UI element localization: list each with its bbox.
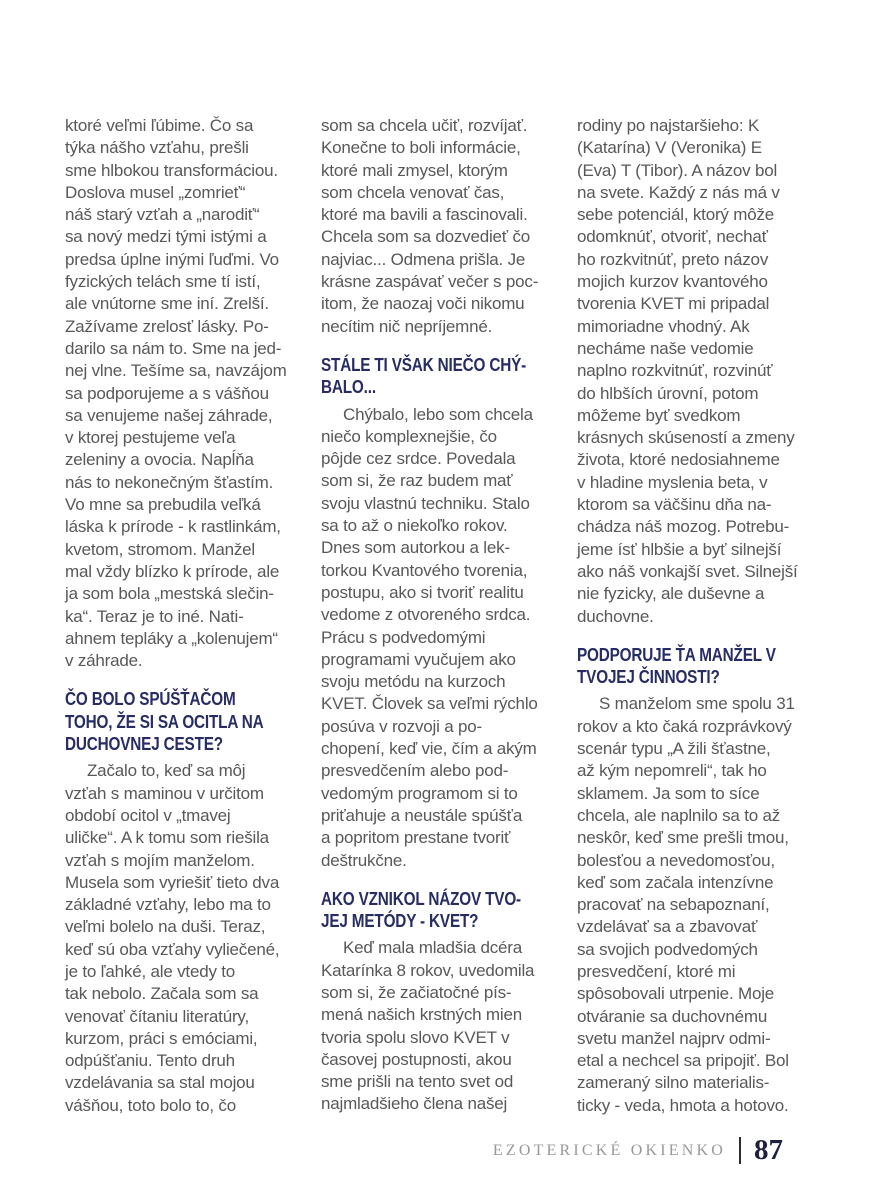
text-line: života, ktoré nedosiahneme <box>577 450 780 470</box>
article-columns <box>65 115 813 1117</box>
text-line: ale vnútorne sme iní. Zrelší. <box>65 294 269 314</box>
text-line: presvedčením alebo pod- <box>321 761 509 781</box>
text-line: kurzom, práci s emóciami, <box>65 1028 258 1048</box>
paragraph <box>321 937 557 1115</box>
text-line: (Eva) T (Tibor). A názov bol <box>577 160 778 180</box>
text-line: sa venujeme našej záhrade, <box>65 405 273 425</box>
text-line: predsa úplne inými ľuďmi. Vo <box>65 249 279 269</box>
text-line: (Katarína) V (Veronika) E <box>577 138 762 158</box>
text-line: v záhrade. <box>65 651 143 671</box>
text-line: Katarínka 8 rokov, uvedomila <box>321 960 535 980</box>
text-line: zeleniny a ovocia. Napĺňa <box>65 450 254 470</box>
text-line: môžeme byť svedkom <box>577 405 741 425</box>
text-line: ako náš vonkajší svet. Silnejší <box>577 561 798 581</box>
text-line: základné vzťahy, lebo ma to <box>65 895 271 915</box>
text-line: Musela som vyriešiť tieto dva <box>65 872 280 892</box>
text-line: scenár typu „A žili šťastne, <box>577 739 771 759</box>
text-line: som si, že raz budem mať <box>321 471 513 491</box>
text-line: vzdelávania sa stal mojou <box>65 1073 255 1093</box>
text-line: sebe potenciál, ktorý môže <box>577 205 775 225</box>
text-line: najmladšieho člena našej <box>321 1094 508 1114</box>
text-line: tvoria spolu slovo KVET v <box>321 1027 510 1047</box>
text-line: ktoré ma bavili a fascinovali. <box>321 205 528 225</box>
text-line: zameraný silno materialis- <box>577 1073 770 1093</box>
text-line: svoju metódu na kurzoch <box>321 672 506 692</box>
text-line: je to ľahké, ale vtedy to <box>65 961 236 981</box>
paragraph <box>321 404 557 872</box>
text-line: sa nový medzi tými istými a <box>65 227 267 247</box>
section-heading <box>65 688 301 755</box>
text-line: som si, že začiatočné pís- <box>321 982 512 1002</box>
text-line: tvorenia KVET mi pripadal <box>577 294 770 314</box>
text-line: láska k prírode - k rastlinkám, <box>65 517 281 537</box>
text-line: sme hlbokou transformáciou. <box>65 160 278 180</box>
text-line: nás to nekonečným šťastím. <box>65 472 274 492</box>
heading-line: ČO BOLO SPÚŠŤAČOM <box>65 689 236 710</box>
text-line: necháme naše vedomie <box>577 338 754 358</box>
text-line: presvedčení, ktoré mi <box>577 961 736 981</box>
text-line: do hlbších úrovní, potom <box>577 383 759 403</box>
text-line: uličke“. A k tomu som riešila <box>65 828 269 848</box>
text-line: pôjde cez srdce. Povedala <box>321 449 516 469</box>
text-line: vzťah s maminou v určitom <box>65 783 264 803</box>
text-line: ticky - veda, hmota a hotovo. <box>577 1095 789 1115</box>
text-line: odpúšťaniu. Tento druh <box>65 1051 235 1071</box>
text-line: keď som začala intenzívne <box>577 872 774 892</box>
paragraph <box>577 115 813 628</box>
section-heading <box>321 888 557 933</box>
text-line: torkou Kvantového tvorenia, <box>321 560 528 580</box>
text-line: Prácu s podvedomými <box>321 627 486 647</box>
text-line: svoju vlastnú techniku. Stalo <box>321 493 530 513</box>
text-line: itom, že naozaj voči nikomu <box>321 294 525 314</box>
text-line: ja som bola „mestská slečin- <box>65 584 274 604</box>
text-line: ktoré mali zmysel, ktorým <box>321 160 508 180</box>
text-line: najviac... Odmena prišla. Je <box>321 249 526 269</box>
text-line: Dnes som autorkou a lek- <box>321 538 510 558</box>
text-line: sklamem. Ja som to síce <box>577 783 760 803</box>
text-line: odomknúť, otvoriť, nechať <box>577 227 768 247</box>
text-line: sa svojich podvedomých <box>577 939 758 959</box>
text-line: sme prišli na tento svet od <box>321 1072 514 1092</box>
text-line: krásnych skúseností a zmeny <box>577 428 795 448</box>
text-line: nie fyzicky, ale duševne a <box>577 584 765 604</box>
text-line: ktorom sa väčšinu dňa na- <box>577 495 772 515</box>
heading-line: DUCHOVNEJ CESTE? <box>65 734 223 755</box>
text-line: mal vždy blízko k prírode, ale <box>65 561 280 581</box>
text-line: rodiny po najstaršieho: K <box>577 116 760 135</box>
column-1 <box>65 115 301 1117</box>
text-line: ka“. Teraz je to iné. Nati- <box>65 606 244 626</box>
text-line: som chcela venovať čas, <box>321 182 505 202</box>
text-line: týka nášho vzťahu, prešli <box>65 138 249 158</box>
text-line: darilo sa nám to. Sme na jed- <box>65 338 282 358</box>
heading-line: STÁLE TI VŠAK NIEČO CHÝ- <box>321 354 527 375</box>
text-line: S manželom sme spolu 31 <box>599 694 795 714</box>
text-line: časovej postupnosti, akou <box>321 1049 512 1069</box>
text-line: KVET. Človek sa veľmi rýchlo <box>321 694 538 714</box>
text-line: deštrukčne. <box>321 850 407 870</box>
text-line: etal a nechcel sa pripojiť. Bol <box>577 1051 789 1071</box>
text-line: mojich kurzov kvantového <box>577 272 768 292</box>
text-line: v hladine myslenia beta, v <box>577 472 768 492</box>
text-line: vedome z otvoreného srdca. <box>321 605 531 625</box>
text-line: tak nebolo. Začala som sa <box>65 984 259 1004</box>
page-footer <box>493 1136 783 1165</box>
text-line: krásne zaspávať večer s poc- <box>321 272 539 292</box>
heading-line: TVOJEJ ČINNOSTI? <box>577 667 720 688</box>
text-line: niečo komplexnejšie, čo <box>321 426 497 446</box>
text-line: programami vyučujem ako <box>321 649 516 669</box>
heading-line: TOHO, ŽE SI SA OCITLA NA <box>65 711 264 732</box>
text-line: na svete. Každý z nás má v <box>577 182 780 202</box>
text-line: priťahuje a neustále spúšťa <box>321 805 523 825</box>
section-label: EZOTERICKÉ OKIENKO <box>492 1141 726 1159</box>
text-line: nej vlne. Tešíme sa, navzájom <box>65 361 287 381</box>
text-line: sa to až o niekoľko rokov. <box>321 516 508 536</box>
text-line: bolesťou a nevedomosťou, <box>577 850 775 870</box>
text-line: vzťah s mojím manželom. <box>65 850 255 870</box>
text-line: chádza náš mozog. Potrebu- <box>577 517 790 537</box>
text-line: veľmi bolelo na duši. Teraz, <box>65 917 266 937</box>
paragraph <box>65 115 301 672</box>
text-line: mená našich krstných mien <box>321 1005 522 1025</box>
text-line: spôsobovali utrpenie. Moje <box>577 984 775 1004</box>
text-line: Začalo to, keď sa môj <box>87 761 246 781</box>
text-line: v ktorej pestujeme veľa <box>65 428 236 448</box>
text-line: Doslova musel „zomrieť“ <box>65 182 246 202</box>
text-line: kvetom, stromom. Manžel <box>65 539 256 559</box>
page-number: 87 <box>754 1134 783 1166</box>
text-line: mimoriadne vhodný. Ak <box>577 316 750 336</box>
text-line: Chcela som sa dozvedieť čo <box>321 227 531 247</box>
text-line: postupu, ako si tvoriť realitu <box>321 582 524 602</box>
text-line: období ocitol v „tmavej <box>65 805 231 825</box>
paragraph <box>321 115 557 338</box>
text-line: neskôr, keď sme prešli tmou, <box>577 828 789 848</box>
text-line: vedomým programom si to <box>321 783 518 803</box>
text-line: chopení, keď vie, čím a akým <box>321 739 537 759</box>
heading-line: PODPORUJE ŤA MANŽEL V <box>577 644 776 665</box>
column-2 <box>321 115 557 1117</box>
text-line: duchovne. <box>577 606 654 626</box>
text-line: otváranie sa duchovnému <box>577 1006 768 1026</box>
text-line: venovať čítaniu literatúry, <box>65 1006 249 1026</box>
heading-line: JEJ METÓDY - KVET? <box>321 911 479 932</box>
text-line: som sa chcela učiť, rozvíjať. <box>321 116 528 135</box>
text-line: Chýbalo, lebo som chcela <box>343 404 533 424</box>
text-line: posúva v rozvoji a po- <box>321 716 482 736</box>
text-line: necítim nič nepríjemné. <box>321 316 493 336</box>
text-line: fyzických telách sme tí istí, <box>65 272 261 292</box>
text-line: Keď mala mladšia dcéra <box>343 938 522 958</box>
text-line: Konečne to boli informácie, <box>321 138 521 158</box>
text-line: pracovať na sebapoznaní, <box>577 895 770 915</box>
text-line: naplno rozkvitnúť, rozvinúť <box>577 361 773 381</box>
text-line: ahnem tepláky a „kolenujem“ <box>65 628 278 648</box>
text-line: Zažívame zrelosť lásky. Po- <box>65 316 269 336</box>
text-line: Vo mne sa prebudila veľká <box>65 495 261 515</box>
text-line: a popritom prestane tvoriť <box>321 828 511 848</box>
text-line: ho rozkvitnúť, preto názov <box>577 249 769 269</box>
heading-line: BALO... <box>321 377 376 398</box>
paragraph <box>65 760 301 1117</box>
text-line: svetu manžel najprv odmi- <box>577 1028 771 1048</box>
text-line: vzdelávať sa a zbavovať <box>577 917 758 937</box>
footer-divider <box>739 1137 741 1164</box>
text-line: rokov a kto čaká rozprávkový <box>577 716 792 736</box>
text-line: náš starý vzťah a „narodiť“ <box>65 205 260 225</box>
column-3 <box>577 115 813 1117</box>
section-heading <box>321 354 557 399</box>
section-heading <box>577 644 813 689</box>
paragraph <box>577 693 813 1117</box>
text-line: jeme ísť hlbšie a byť silnejší <box>577 539 782 559</box>
text-line: sa podporujeme a s vášňou <box>65 383 269 403</box>
text-line: keď sú oba vzťahy vyliečené, <box>65 939 280 959</box>
text-line: chcela, ale naplnilo sa to až <box>577 805 781 825</box>
text-line: ktoré veľmi ľúbime. Čo sa <box>65 116 254 135</box>
text-line: vášňou, toto bolo to, čo <box>65 1095 236 1115</box>
text-line: až kým nepomreli“, tak ho <box>577 761 767 781</box>
heading-line: AKO VZNIKOL NÁZOV TVO- <box>321 888 521 909</box>
